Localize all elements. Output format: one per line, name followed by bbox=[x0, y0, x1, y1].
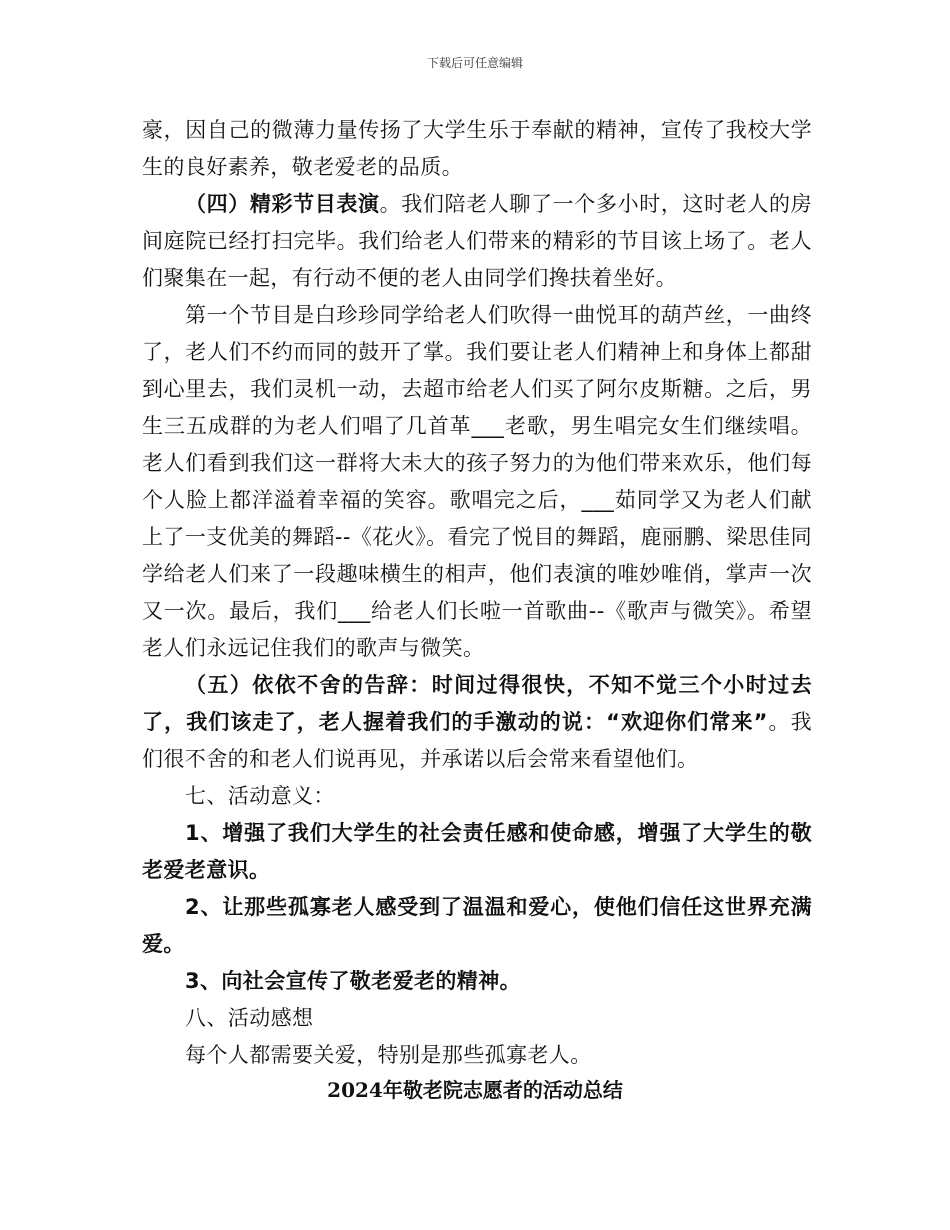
paragraph-reflection: 每个人都需要关爱，特别是那些孤寡老人。 bbox=[185, 1043, 592, 1067]
paragraph-performance bbox=[142, 186, 812, 297]
significance-item-2: 2、让那些孤寡老人感受到了温温和爱心，使他们信任这世界充满爱。 bbox=[142, 895, 812, 956]
document-body bbox=[142, 112, 812, 1074]
paragraph-performance-text: 。我们陪老人聊了一个多小时，这时老人的房间庭院已经打扫完毕。我们给老人们带来的精彩的节目该上场了。老人们聚集在一起，有行动不便的老人由同学们搀扶着坐好。 bbox=[142, 192, 812, 290]
significance-item-3: 3、向社会宣传了敬老爱老的精神。 bbox=[185, 969, 522, 993]
section-heading-farewell: （五）依依不舍的告辞：时间过得很快，不知不觉三个小时过去了，我们该走了，老人握着我们的手激动的说：“欢迎你们常来” bbox=[142, 673, 812, 734]
paragraph-continuation: 豪，因自己的微薄力量传扬了大学生乐于奉献的精神，宣传了我校大学生的良好素养，敬老爱老的品质。 bbox=[142, 118, 812, 179]
paragraph-farewell bbox=[142, 667, 812, 778]
section-heading-significance: 七、活动意义： bbox=[185, 784, 335, 808]
next-document-title: 2024年敬老院志愿者的活动总结 bbox=[327, 1078, 623, 1102]
page-header-note: 下载后可任意编辑 bbox=[426, 56, 523, 70]
paragraph-programs: 第一个节目是白珍珍同学给老人们吹得一曲悦耳的葫芦丝，一曲终了，老人们不约而同的鼓开了掌。我们要让老人们精神上和身体上都甜到心里去，我们灵机一动，去超市给老人们买了阿尔皮斯糖。之后，男生三五成群的为老人们唱了几首革___老歌，男生唱完女生们继续唱。老人们看到我们这一群将大未大的孩子努力的为他们带来欢乐，他们每个人脸上都洋溢着幸福的笑容。歌唱完之后，___茹同学又为老人们献上了一支优美的舞蹈--《花火》。看完了悦目的舞蹈，鹿丽鹏、梁思佳同学给老人们来了一段趣味横生的相声，他们表演的唯妙唯俏，掌声一次又一次。最后，我们___给老人们长啦一首歌曲--《歌声与微笑》。希望老人们永远记住我们的歌声与微笑。 bbox=[142, 303, 812, 660]
significance-item-1: 1、增强了我们大学生的社会责任感和使命感，增强了大学生的敬老爱老意识。 bbox=[142, 821, 812, 882]
paragraph-farewell-text: 。我们很不舍的和老人们说再见，并承诺以后会常来看望他们。 bbox=[142, 710, 812, 771]
section-heading-performance: （四）精彩节目表演 bbox=[185, 192, 380, 216]
section-heading-reflection: 八、活动感想 bbox=[185, 1006, 314, 1030]
